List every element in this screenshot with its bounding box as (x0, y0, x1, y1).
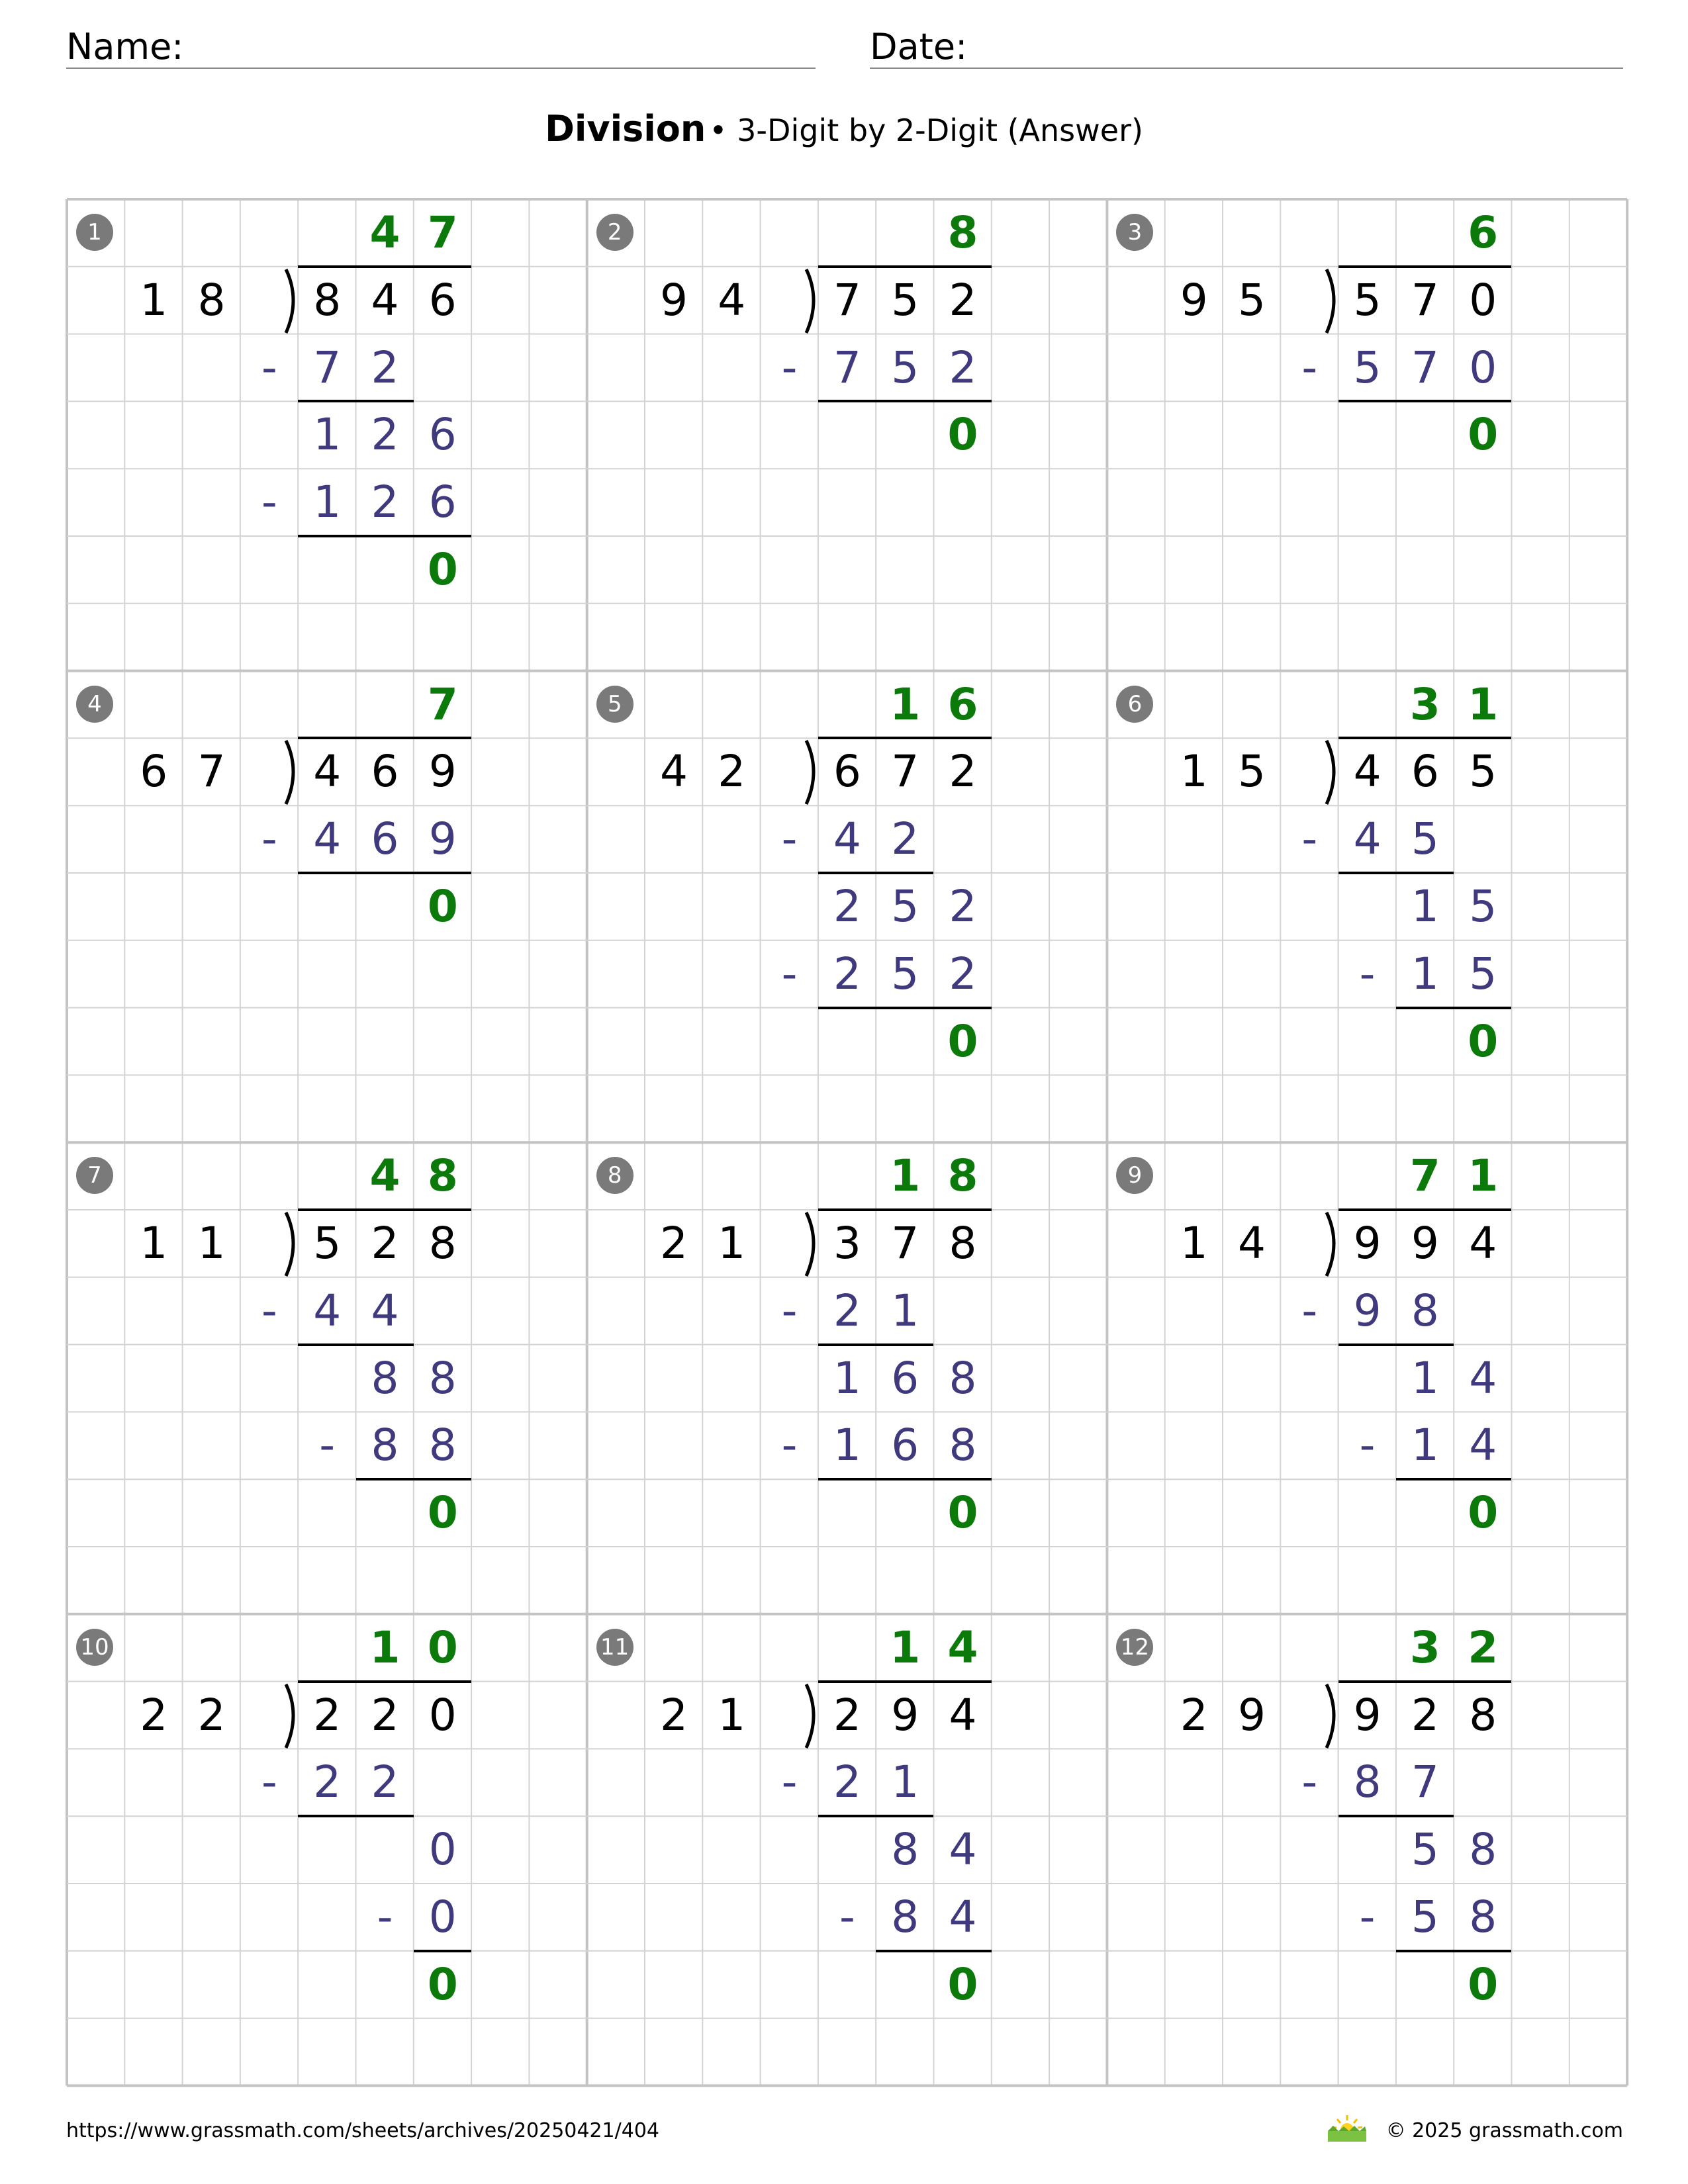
dividend-digit: 8 (949, 1218, 977, 1269)
subtract-digit: 4 (949, 1891, 977, 1942)
problem-number-badge: 1 (76, 214, 113, 251)
dividend-digit: 4 (949, 1689, 977, 1741)
subtract-digit: 2 (833, 1285, 861, 1336)
quotient-digit: 3 (1409, 678, 1440, 730)
remainder-digit: 0 (947, 1015, 978, 1067)
dividend-digit: 6 (371, 746, 399, 797)
dividend-digit: 6 (428, 274, 457, 326)
divisor-digit: 9 (660, 274, 688, 326)
minus-sign: - (1301, 1756, 1318, 1808)
quotient-digit: 4 (369, 207, 400, 258)
dividend-digit: 9 (891, 1689, 919, 1741)
vinculum-line (818, 1680, 992, 1683)
footer-copyright: © 2025 grassmath.com (1385, 2119, 1623, 2142)
quotient-digit: 7 (1409, 1150, 1440, 1202)
remainder-digit: 0 (947, 1487, 978, 1539)
remainder-digit: 0 (427, 1487, 458, 1539)
title-main: Division (545, 108, 706, 150)
quotient-digit: 8 (427, 1150, 458, 1202)
divisor-digit: 2 (718, 746, 746, 797)
subtract-digit: 5 (1411, 1891, 1439, 1942)
subtract-digit: 7 (833, 341, 861, 393)
bring-down-digit: 4 (1469, 1352, 1497, 1404)
quotient-digit: 1 (369, 1621, 400, 1673)
dividend-digit: 2 (371, 1689, 399, 1741)
subtract-digit: 1 (1411, 948, 1439, 999)
vinculum-line (818, 737, 992, 739)
quotient-digit: 8 (947, 1150, 978, 1202)
minus-sign: - (781, 1756, 798, 1808)
dividend-digit: 8 (1469, 1689, 1497, 1741)
bring-down-digit: 0 (428, 1824, 457, 1876)
remainder-digit: 0 (947, 1958, 978, 2010)
vinculum-line (1338, 1680, 1512, 1683)
subtract-digit: 8 (1353, 1756, 1382, 1808)
dividend-digit: 8 (313, 274, 342, 326)
dividend-digit: 6 (1411, 746, 1439, 797)
vinculum-line (298, 265, 471, 268)
dividend-digit: 4 (313, 746, 342, 797)
minus-sign: - (1359, 1891, 1376, 1942)
subtract-digit: 2 (949, 948, 977, 999)
subtract-digit: 6 (371, 813, 399, 865)
minus-sign: - (1359, 1420, 1376, 1471)
quotient-digit: 0 (427, 1621, 458, 1673)
divisor-digit: 4 (660, 746, 688, 797)
minus-sign: - (781, 813, 798, 865)
divisor-digit: 8 (197, 274, 226, 326)
remainder-digit: 0 (1468, 1015, 1499, 1067)
minus-sign: - (261, 477, 277, 528)
dividend-digit: 9 (428, 746, 457, 797)
divisor-digit: 1 (718, 1689, 746, 1741)
vinculum-line (818, 265, 992, 268)
quotient-digit: 6 (1468, 207, 1499, 258)
bring-down-digit: 8 (891, 1824, 919, 1876)
dividend-digit: 9 (1353, 1218, 1382, 1269)
dividend-digit: 9 (1411, 1218, 1439, 1269)
subtract-digit: 8 (1469, 1891, 1497, 1942)
footer-url: https://www.grassmath.com/sheets/archives/20250421/404 (66, 2119, 660, 2142)
bring-down-digit: 8 (1469, 1824, 1497, 1876)
vinculum-line (1338, 1208, 1512, 1211)
dividend-digit: 6 (833, 746, 861, 797)
divisor-digit: 5 (1238, 746, 1266, 797)
vinculum-line (298, 1680, 471, 1683)
problem-number-badge: 4 (76, 686, 113, 723)
subtract-digit: 8 (1411, 1285, 1439, 1336)
subtract-digit: 8 (428, 1420, 457, 1471)
subtract-digit: 8 (371, 1420, 399, 1471)
vinculum-line (298, 1208, 471, 1211)
subtract-digit: 7 (1411, 341, 1439, 393)
subtract-digit: 2 (371, 341, 399, 393)
divisor-digit: 1 (718, 1218, 746, 1269)
subtract-digit: 7 (1411, 1756, 1439, 1808)
divisor-digit: 6 (140, 746, 168, 797)
name-label: Name: (66, 26, 184, 68)
divisor-digit: 1 (1180, 746, 1208, 797)
bring-down-digit: 6 (891, 1352, 919, 1404)
problem-number-badge: 8 (596, 1157, 633, 1194)
minus-sign: - (261, 813, 277, 865)
subtract-digit: 1 (891, 1756, 919, 1808)
subtract-digit: 4 (1469, 1420, 1497, 1471)
quotient-digit: 7 (427, 207, 458, 258)
subtract-digit: 0 (1469, 341, 1497, 393)
bring-down-digit: 4 (949, 1824, 977, 1876)
remainder-digit: 0 (427, 544, 458, 595)
minus-sign: - (781, 341, 798, 393)
dividend-digit: 5 (1469, 746, 1497, 797)
subtract-digit: 4 (313, 813, 342, 865)
subtract-digit: 0 (428, 1891, 457, 1942)
divisor-digit: 2 (660, 1689, 688, 1741)
dividend-digit: 7 (891, 1218, 919, 1269)
problem-number-badge: 6 (1116, 686, 1153, 723)
subtract-digit: 5 (1469, 948, 1497, 999)
minus-sign: - (781, 948, 798, 999)
dividend-digit: 7 (891, 746, 919, 797)
subtract-digit: 1 (313, 477, 342, 528)
quotient-digit: 7 (427, 678, 458, 730)
subtract-digit: 4 (1353, 813, 1382, 865)
dividend-digit: 3 (833, 1218, 861, 1269)
divisor-digit: 1 (197, 1218, 226, 1269)
dividend-digit: 7 (1411, 274, 1439, 326)
subtract-digit: 5 (1411, 813, 1439, 865)
quotient-digit: 3 (1409, 1621, 1440, 1673)
subtract-digit: 5 (891, 948, 919, 999)
subtract-digit: 2 (833, 948, 861, 999)
subtract-digit: 6 (428, 477, 457, 528)
title-subtitle: • 3-Digit by 2-Digit (Answer) (709, 113, 1143, 148)
quotient-digit: 1 (890, 678, 921, 730)
bring-down-digit: 2 (371, 409, 399, 461)
dividend-digit: 2 (949, 746, 977, 797)
dividend-digit: 4 (1353, 746, 1382, 797)
divisor-digit: 1 (140, 274, 168, 326)
subtract-digit: 4 (313, 1285, 342, 1336)
subtract-digit: 2 (313, 1756, 342, 1808)
minus-sign: - (839, 1891, 855, 1942)
dividend-digit: 2 (371, 1218, 399, 1269)
subtract-digit: 1 (1411, 1420, 1439, 1471)
divisor-digit: 9 (1238, 1689, 1266, 1741)
dividend-digit: 4 (1469, 1218, 1497, 1269)
quotient-digit: 1 (890, 1621, 921, 1673)
remainder-digit: 0 (427, 1958, 458, 2010)
dividend-digit: 7 (833, 274, 861, 326)
bring-down-digit: 8 (428, 1352, 457, 1404)
minus-sign: - (261, 1756, 277, 1808)
subtract-digit: 2 (371, 477, 399, 528)
dividend-digit: 2 (833, 1689, 861, 1741)
remainder-digit: 0 (1468, 1487, 1499, 1539)
remainder-digit: 0 (427, 881, 458, 932)
minus-sign: - (1301, 1285, 1318, 1336)
dividend-digit: 0 (428, 1689, 457, 1741)
subtract-digit: 4 (371, 1285, 399, 1336)
subtraction-line (298, 1815, 414, 1817)
subtract-digit: 2 (833, 1756, 861, 1808)
remainder-digit: 0 (1468, 409, 1499, 461)
subtract-digit: 1 (833, 1420, 861, 1471)
minus-sign: - (261, 341, 277, 393)
minus-sign: - (1301, 341, 1318, 393)
divisor-digit: 4 (1238, 1218, 1266, 1269)
bring-down-digit: 5 (1469, 881, 1497, 932)
bring-down-digit: 5 (891, 881, 919, 932)
subtract-digit: 4 (833, 813, 861, 865)
dividend-digit: 0 (1469, 274, 1497, 326)
dividend-digit: 5 (891, 274, 919, 326)
dividend-digit: 2 (1411, 1689, 1439, 1741)
minus-sign: - (781, 1420, 798, 1471)
problem-number-badge: 10 (76, 1629, 113, 1666)
dividend-digit: 2 (949, 274, 977, 326)
bring-down-digit: 1 (1411, 881, 1439, 932)
quotient-digit: 1 (1468, 678, 1499, 730)
dividend-digit: 5 (1353, 274, 1382, 326)
dividend-digit: 2 (313, 1689, 342, 1741)
remainder-digit: 0 (947, 409, 978, 461)
divisor-digit: 2 (1180, 1689, 1208, 1741)
problem-number-badge: 12 (1116, 1629, 1153, 1666)
divisor-digit: 1 (140, 1218, 168, 1269)
subtract-digit: 5 (1353, 341, 1382, 393)
quotient-digit: 6 (947, 678, 978, 730)
dividend-digit: 5 (313, 1218, 342, 1269)
subtract-digit: 2 (891, 813, 919, 865)
subtract-digit: 2 (949, 341, 977, 393)
subtract-digit: 8 (949, 1420, 977, 1471)
divisor-digit: 4 (718, 274, 746, 326)
bring-down-digit: 8 (949, 1352, 977, 1404)
remainder-digit: 0 (1468, 1958, 1499, 2010)
divisor-digit: 9 (1180, 274, 1208, 326)
dividend-digit: 8 (428, 1218, 457, 1269)
problem-number-badge: 3 (1116, 214, 1153, 251)
subtract-digit: 1 (891, 1285, 919, 1336)
vinculum-line (298, 737, 471, 739)
problem-number-badge: 11 (596, 1629, 633, 1666)
problem-number-badge: 9 (1116, 1157, 1153, 1194)
problem-number-badge: 7 (76, 1157, 113, 1194)
subtract-digit: 9 (1353, 1285, 1382, 1336)
bring-down-digit: 1 (1411, 1352, 1439, 1404)
bring-down-digit: 2 (833, 881, 861, 932)
subtract-digit: 7 (313, 341, 342, 393)
bring-down-digit: 8 (371, 1352, 399, 1404)
vinculum-line (1338, 737, 1512, 739)
problem-number-badge: 5 (596, 686, 633, 723)
quotient-digit: 1 (1468, 1150, 1499, 1202)
minus-sign: - (781, 1285, 798, 1336)
subtract-digit: 2 (371, 1756, 399, 1808)
minus-sign: - (261, 1285, 277, 1336)
divisor-digit: 2 (140, 1689, 168, 1741)
dividend-digit: 4 (371, 274, 399, 326)
subtract-digit: 8 (891, 1891, 919, 1942)
bring-down-digit: 1 (313, 409, 342, 461)
subtract-digit: 6 (891, 1420, 919, 1471)
subtract-digit: 5 (891, 341, 919, 393)
dividend-digit: 9 (1353, 1689, 1382, 1741)
bring-down-digit: 2 (949, 881, 977, 932)
bring-down-digit: 5 (1411, 1824, 1439, 1876)
date-label: Date: (870, 26, 968, 68)
divisor-digit: 7 (197, 746, 226, 797)
grassmath-logo-icon (1327, 2114, 1368, 2143)
minus-sign: - (377, 1891, 393, 1942)
quotient-digit: 1 (890, 1150, 921, 1202)
quotient-digit: 4 (369, 1150, 400, 1202)
divisor-digit: 2 (197, 1689, 226, 1741)
bring-down-digit: 6 (428, 409, 457, 461)
quotient-digit: 2 (1468, 1621, 1499, 1673)
divisor-digit: 1 (1180, 1218, 1208, 1269)
vinculum-line (1338, 265, 1512, 268)
divisor-digit: 5 (1238, 274, 1266, 326)
quotient-digit: 4 (947, 1621, 978, 1673)
bring-down-digit: 1 (833, 1352, 861, 1404)
minus-sign: - (1301, 813, 1318, 865)
minus-sign: - (1359, 948, 1376, 999)
subtract-digit: 9 (428, 813, 457, 865)
divisor-digit: 2 (660, 1218, 688, 1269)
quotient-digit: 8 (947, 207, 978, 258)
problem-number-badge: 2 (596, 214, 633, 251)
vinculum-line (818, 1208, 992, 1211)
minus-sign: - (319, 1420, 336, 1471)
